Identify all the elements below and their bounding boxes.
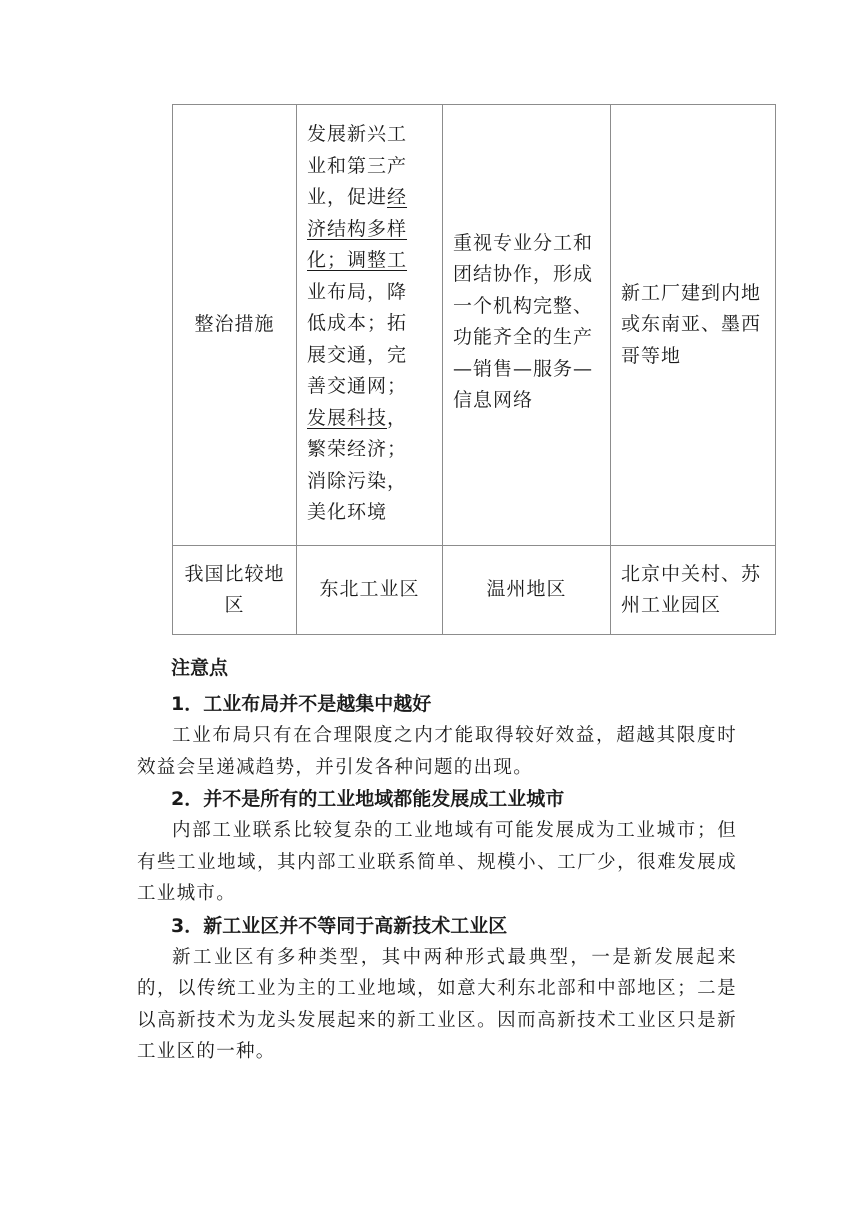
- row-label-measures: 整治措施: [173, 105, 297, 546]
- note-heading-1: 1．工业布局并不是越集中越好: [171, 693, 432, 715]
- note-body-1: 工业布局只有在合理限度之内才能取得较好效益，超越其限度时效益会呈递减趋势，并引发各种问题的出现。: [137, 725, 737, 778]
- row-label-china: 我国比较地区: [173, 546, 297, 635]
- measures-cell-hightech: 新工厂建到内地或东南亚、墨西哥等地: [611, 105, 776, 546]
- note-heading-3: 3．新工业区并不等同于高新技术工业区: [171, 914, 508, 937]
- note-body-3: 新工业区有多种类型，其中两种形式最典型，一是新发展起来的，以传统工业为主的工业地域，如意大利东北部和中部地区；二是以高新技术为龙头发展起来的新工业区。因而高新技术工业区只是新工业区的一种。: [137, 946, 737, 1062]
- notes-title: 注意点: [171, 657, 229, 679]
- comparison-table: [172, 104, 776, 635]
- note-heading-2: 2．并不是所有的工业地域都能发展成工业城市: [171, 788, 565, 810]
- measures-cell-traditional: 发展新兴工 业和第三产 业，促进经 济结构多样 化；调整工 业布局，降 低成本；拓 展交通，完 善交通网； 发展科技， 繁荣经济； 消除污染， 美化环境: [297, 105, 443, 546]
- china-cell-hightech: 北京中关村、苏州工业园区: [611, 546, 776, 635]
- china-cell-traditional: 东北工业区: [297, 546, 443, 635]
- table-row-measures: [173, 105, 776, 546]
- note-body-2: 内部工业联系比较复杂的工业地域有可能发展成为工业城市；但有些工业地域，其内部工业联系简单、规模小、工厂少，很难发展成工业城市。: [137, 820, 737, 904]
- notes-section: [137, 654, 737, 1068]
- table-row-china: [173, 546, 776, 635]
- china-cell-new: 温州地区: [443, 546, 611, 635]
- measures-cell-new: 重视专业分工和团结协作，形成一个机构完整、功能齐全的生产—销售—服务—信息网络: [443, 105, 611, 546]
